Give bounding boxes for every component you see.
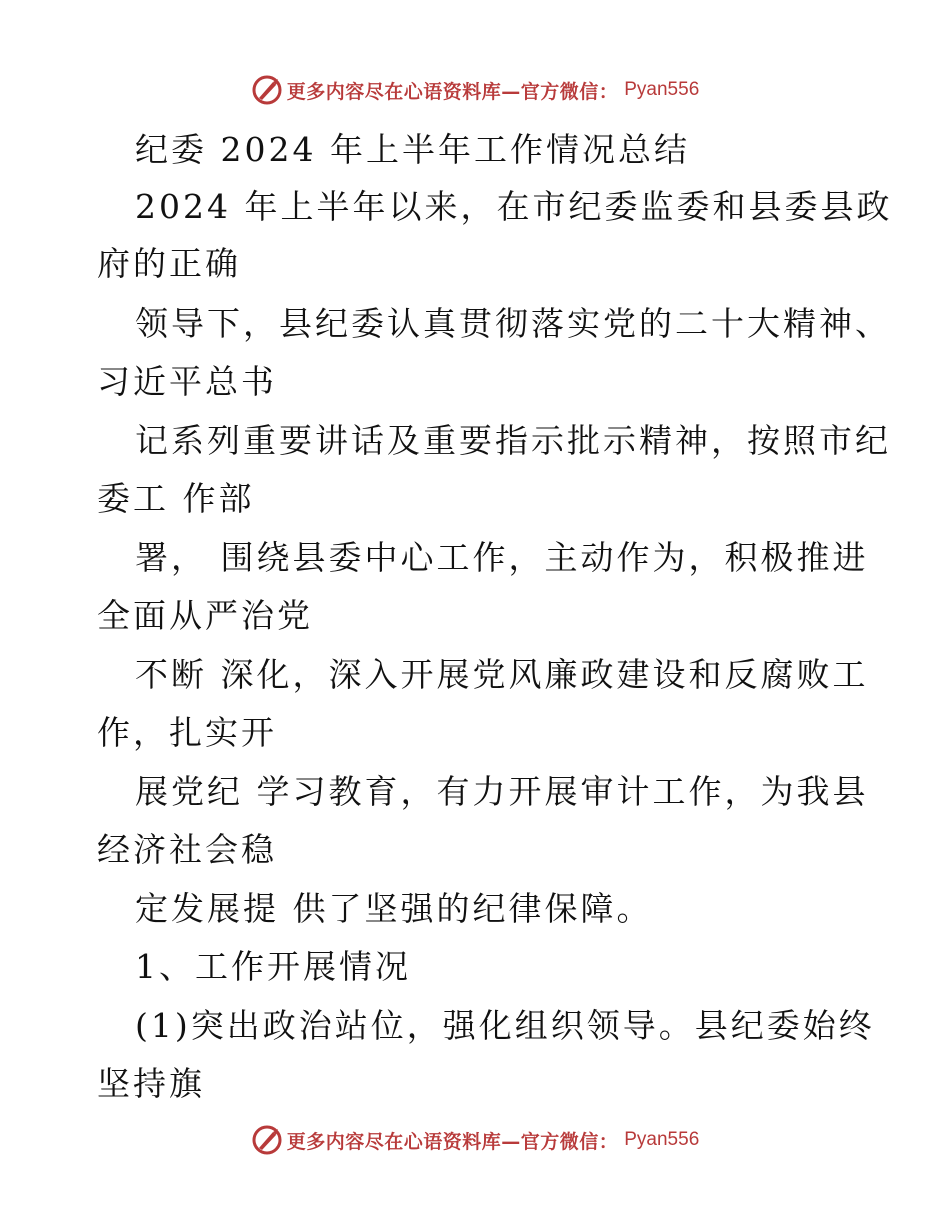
document-title: 纪委 2024 年上半年工作情况总结 [135,130,690,169]
header-watermark-banner [0,70,950,110]
banner-text: 更多内容尽在心语资料库—官方微信： [286,80,619,103]
paragraph-line: 领导下，县纪委认真贯彻落实党的二十大精神、 [135,304,891,343]
banner-wechat-id: Pyan556 [624,1129,700,1150]
paragraph-line: 不断 深化，深入开展党风廉政建设和反腐败工 [135,655,869,694]
paragraph-line: 全面从严治党 [97,596,313,635]
paragraph-line: 署， 围绕县委中心工作，主动作为，积极推进 [135,538,869,577]
paragraph-line: (1)突出政治站位，强化组织领导。县纪委始终 [135,1006,875,1045]
quill-pen-logo-icon [251,74,283,106]
banner-wechat-id: Pyan556 [624,79,700,100]
paragraph-line: 经济社会稳 [97,830,277,869]
section-heading: 1、工作开展情况 [135,947,411,986]
paragraph-line: 定发展提 供了坚强的纪律保障。 [135,889,653,928]
paragraph-line: 2024 年上半年以来，在市纪委监委和县委县政 [135,187,893,226]
paragraph-line: 坚持旗 [97,1064,205,1103]
paragraph-line: 作，扎实开 [97,713,277,752]
paragraph-line: 府的正确 [97,244,241,283]
quill-pen-logo-icon [251,1124,283,1156]
paragraph-line: 习近平总书 [97,362,277,401]
banner-content [251,74,700,106]
paragraph-line: 展党纪 学习教育，有力开展审计工作，为我县 [135,772,869,811]
paragraph-line: 记系列重要讲话及重要指示批示精神，按照市纪 [135,421,891,460]
banner-content [251,1124,700,1156]
paragraph-line: 委工 作部 [97,479,255,518]
footer-watermark-banner [0,1120,950,1160]
banner-text: 更多内容尽在心语资料库—官方微信： [286,1130,619,1153]
